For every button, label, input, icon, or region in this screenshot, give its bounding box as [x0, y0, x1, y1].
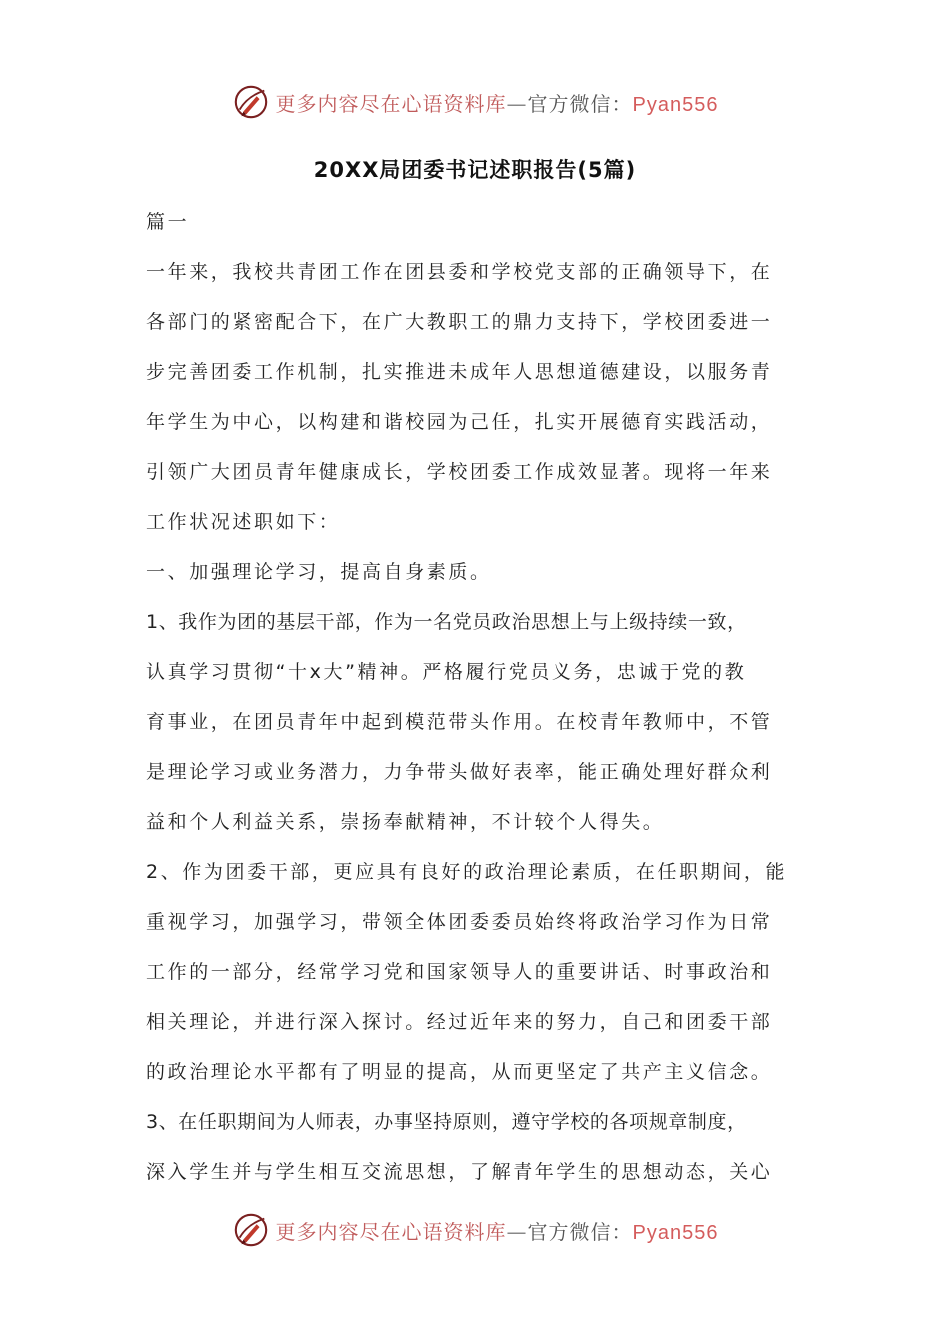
body-line: 的政治理论水平都有了明显的提高，从而更坚定了共产主义信念。	[146, 1061, 773, 1083]
body-line: 3、在任职期间为人师表，办事坚持原则，遵守学校的各项规章制度，	[146, 1111, 747, 1133]
banner-dash: —	[506, 91, 528, 116]
body-line: 引领广大团员青年健康成长，学校团委工作成效显著。现将一年来	[146, 461, 773, 483]
body-line: 是理论学习或业务潜力，力争带头做好表率，能正确处理好群众利	[146, 761, 773, 783]
body-line: 1、我作为团的基层干部，作为一名党员政治思想上与上级持续一致，	[146, 611, 747, 633]
body-line: 认真学习贯彻“十x大”精神。严格履行党员义务，忠诚于党的教	[146, 661, 747, 683]
banner-brand: 更多内容尽在心语资料库	[275, 91, 507, 116]
banner-official-label: 官方微信：	[527, 1219, 633, 1244]
document-body	[146, 197, 812, 1197]
body-line: 深入学生并与学生相互交流思想，了解青年学生的思想动态，关心	[146, 1161, 773, 1183]
banner-wechat-id: Pyan556	[632, 93, 719, 116]
document-title: 20XX局团委书记述职报告(5篇)	[313, 158, 637, 182]
body-line: 各部门的紧密配合下，在广大教职工的鼎力支持下，学校团委进一	[146, 311, 773, 333]
footer-banner	[0, 1208, 950, 1252]
body-line: 益和个人利益关系，崇扬奉献精神，不计较个人得失。	[146, 811, 665, 833]
body-line: 年学生为中心，以构建和谐校园为己任，扎实开展德育实践活动，	[146, 411, 773, 433]
banner-dash: —	[506, 1219, 528, 1244]
body-line: 2、作为团委干部，更应具有良好的政治理论素质，在任职期间，能	[146, 861, 788, 883]
body-line: 一年来，我校共青团工作在团县委和学校党支部的正确领导下，在	[146, 261, 773, 283]
body-line: 相关理论，并进行深入探讨。经过近年来的努力，自己和团委干部	[146, 1011, 773, 1033]
subheading: 一、加强理论学习，提高自身素质。	[146, 561, 492, 583]
body-line: 育事业，在团员青年中起到模范带头作用。在校青年教师中，不管	[146, 711, 773, 733]
section-heading: 篇一	[146, 211, 190, 233]
body-line: 工作状况述职如下：	[146, 511, 341, 533]
header-banner	[0, 80, 950, 124]
banner-official-label: 官方微信：	[527, 91, 633, 116]
banner-brand: 更多内容尽在心语资料库	[275, 1219, 507, 1244]
pen-logo-icon	[232, 1211, 270, 1249]
banner-wechat-id: Pyan556	[632, 1221, 719, 1244]
body-line: 工作的一部分，经常学习党和国家领导人的重要讲话、时事政治和	[146, 961, 773, 983]
body-line: 步完善团委工作机制，扎实推进未成年人思想道德建设，以服务青	[146, 361, 773, 383]
banner-text	[276, 88, 719, 117]
body-line: 重视学习，加强学习，带领全体团委委员始终将政治学习作为日常	[146, 911, 773, 933]
banner-text	[276, 1216, 719, 1245]
pen-logo-icon	[232, 83, 270, 121]
